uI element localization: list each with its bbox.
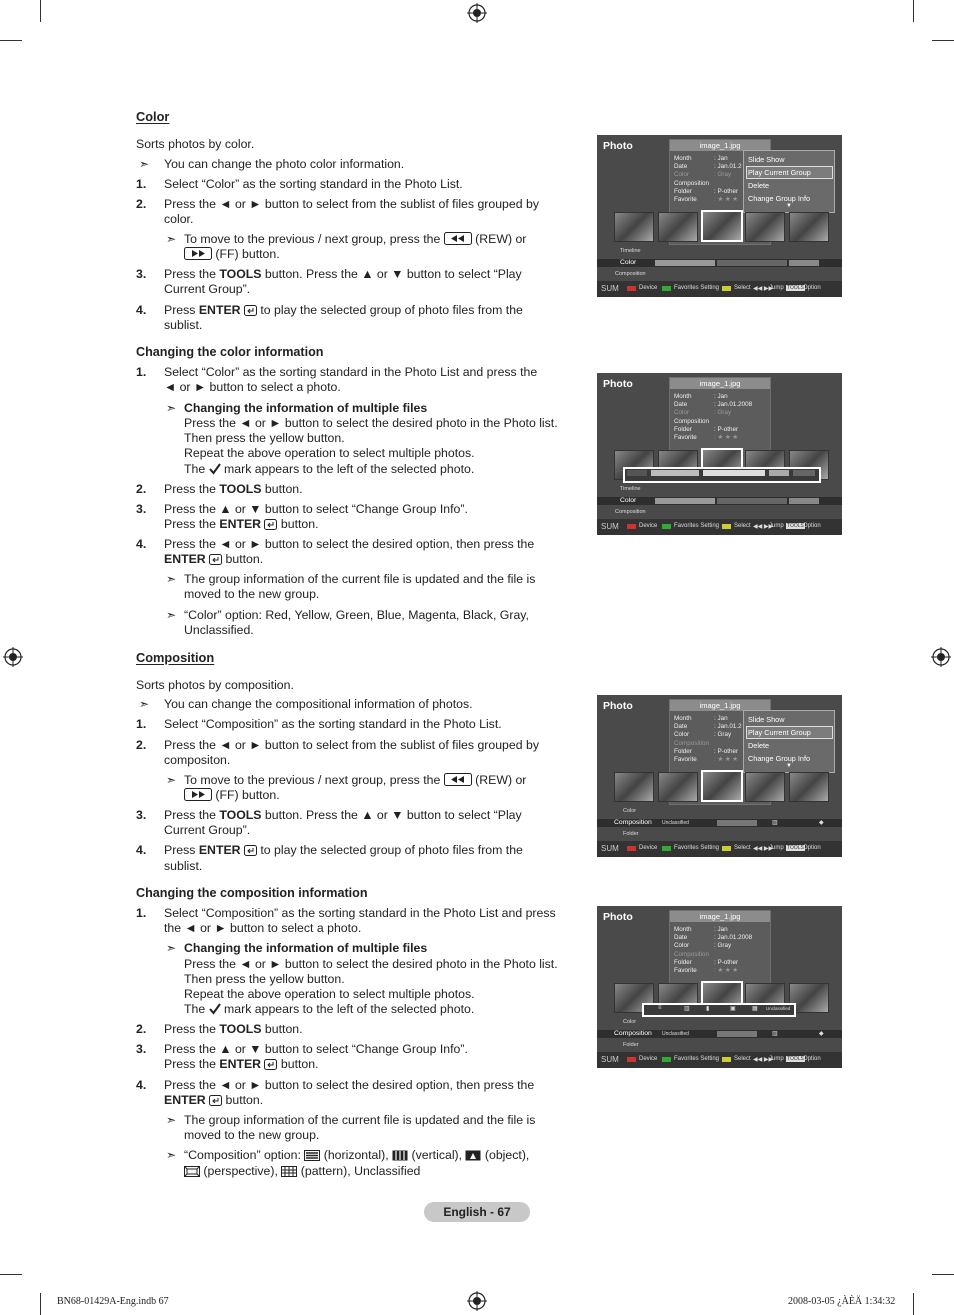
step-text: Press the TOOLS button. Press the ▲ or ▼ button to select “Play — [164, 808, 522, 822]
note-text: Repeat the above operation to select multiple photos. — [184, 446, 475, 460]
menu-item-play-current-group[interactable]: Play Current Group — [748, 168, 811, 177]
menu-more-icon: ▼ — [786, 203, 792, 209]
menu-item-play-current-group[interactable]: Play Current Group — [748, 728, 811, 737]
step-text: Press the ▲ or ▼ button to select “Change Group Info”. — [164, 502, 468, 516]
photo-thumbnail[interactable] — [789, 772, 829, 802]
step-text: ENTER button. — [164, 552, 264, 566]
menu-more-icon: ▼ — [786, 763, 792, 769]
subsection-title: Changing the color information — [136, 345, 324, 359]
category-bar: Unclassified ▥ ◆ — [597, 819, 842, 827]
menu-item-slide-show[interactable]: Slide Show — [748, 155, 785, 164]
note-text: You can change the compositional information of photos. — [164, 697, 473, 711]
screen-footer: SUM Device Favorites Setting Select ◀◀ ▶▶ Jump TOOLS Option — [597, 519, 842, 535]
registration-mark-icon — [3, 647, 23, 667]
thumbnail-strip — [611, 212, 831, 244]
ff-button-icon — [184, 247, 212, 260]
photo-thumbnail[interactable] — [701, 210, 743, 242]
menu-item-slide-show[interactable]: Slide Show — [748, 715, 785, 724]
note-text: moved to the new group. — [184, 587, 320, 601]
note-arrow-icon: ➣ — [166, 608, 177, 622]
step-text: sublist. — [164, 318, 203, 332]
step-text: Press the ◄ or ► button to select from the sublist of files grouped by — [164, 738, 539, 752]
step-text: sublist. — [164, 859, 203, 873]
step-number: 4. — [136, 303, 147, 317]
step-text: Select “Composition” as the sorting standard in the Photo List. — [164, 717, 502, 731]
step-text: Select “Color” as the sorting standard in the Photo List and press the — [164, 365, 538, 379]
color-option-strip — [623, 467, 821, 483]
current-sort: Color — [620, 259, 637, 266]
step-text: Press the ENTER button. — [164, 1057, 319, 1071]
page-number-badge: English - 67 — [424, 1202, 530, 1222]
note-arrow-icon: ➣ — [139, 697, 150, 711]
step-text: Select “Composition” as the sorting standard in the Photo List and press — [164, 906, 556, 920]
note-arrow-icon: ➣ — [166, 232, 177, 246]
enter-icon — [264, 1059, 277, 1070]
enter-icon — [209, 1095, 222, 1106]
file-name: image_1.jpg — [670, 140, 770, 151]
step-number: 3. — [136, 267, 147, 281]
step-text: the ◄ or ► button to select a photo. — [164, 921, 362, 935]
tools-menu — [743, 710, 835, 773]
check-mark-icon — [209, 463, 221, 475]
rew-button-icon — [444, 773, 472, 786]
note-text: To move to the previous / next group, press the (REW) or — [184, 232, 527, 246]
step-text: color. — [164, 212, 194, 226]
note-arrow-icon: ➣ — [139, 157, 150, 171]
menu-item-change-group-info[interactable]: Change Group Info — [748, 194, 811, 203]
note-text: “Color” option: Red, Yellow, Green, Blue, Magenta, Black, Gray, — [184, 608, 529, 622]
note-text: (perspective), (pattern), Unclassified — [184, 1164, 420, 1179]
horizontal-composition-icon — [304, 1150, 320, 1161]
note-text: The mark appears to the left of the selected photo. — [184, 1002, 475, 1016]
crop-mark — [40, 1293, 41, 1315]
step-number: 1. — [136, 177, 147, 191]
step-text: Select “Color” as the sorting standard in the Photo List. — [164, 177, 463, 191]
step-text: Press the TOOLS button. — [164, 1022, 303, 1036]
object-composition-icon — [465, 1150, 481, 1161]
intro-text: Sorts photos by color. — [136, 137, 255, 151]
multi-title: Changing the information of multiple files — [184, 401, 428, 415]
info-panel: image_1.jpg Month : Jan Date : Jan.01.2 Color : Gray Composition Folder : P-other Favorite : ★ ★ ★ — [669, 699, 771, 805]
ff-button-icon — [184, 788, 212, 801]
crop-mark — [913, 0, 914, 22]
note-arrow-icon: ➣ — [166, 941, 177, 955]
note-text: You can change the photo color information. — [164, 157, 405, 171]
note-text: (FF) button. — [184, 247, 280, 262]
vertical-composition-icon — [392, 1150, 408, 1161]
photo-thumbnail[interactable] — [789, 212, 829, 242]
note-text: Press the ◄ or ► button to select the desired photo in the Photo list. — [184, 957, 558, 971]
info-panel: image_1.jpg Month : Jan Date : Jan.01.2 Color : Gray Composition Folder : P-other Favorite : ★ ★ ★ — [669, 139, 771, 245]
screen-footer: SUM Device Favorites Setting Select ◀◀ ▶▶ Jump TOOLS Option — [597, 281, 842, 297]
photo-thumbnail[interactable] — [745, 772, 785, 802]
note-text: moved to the new group. — [184, 1128, 320, 1142]
note-arrow-icon: ➣ — [166, 1113, 177, 1127]
photo-thumbnail[interactable] — [614, 212, 654, 242]
photo-screen-composition-select: Photo image_1.jpg Month : Jan Date : Jan.01.2008 Color : Gray Composition Folder : P-other Favorite : ★ ★ ★ ≡ ▥ ▮ ▣ ▦ Unclassified Color Unclassified ▥ ◆ Composition Folder SUM Device Favorites Setting Select ◀◀ ▶▶ Jump TOOLS Option — [597, 906, 842, 1068]
crop-mark — [932, 40, 954, 41]
note-text: The group information of the current file is updated and the file is — [184, 1113, 536, 1127]
step-text: Current Group”. — [164, 282, 251, 296]
screen-footer: SUM Device Favorites Setting Select ◀◀ ▶▶ Jump TOOLS Option — [597, 841, 842, 857]
registration-mark-icon — [931, 647, 951, 667]
photo-thumbnail[interactable] — [614, 772, 654, 802]
menu-item-delete[interactable]: Delete — [748, 181, 770, 190]
screen-title: Photo — [603, 140, 633, 152]
category-bar: Unclassified ▥ ◆ — [597, 1030, 842, 1038]
note-text: To move to the previous / next group, press the (REW) or — [184, 773, 527, 787]
photo-thumbnail[interactable] — [701, 770, 743, 802]
photo-screen-color-select: Photo image_1.jpg Month : Jan Date : Jan.01.2008 Color : Gray Composition Folder : P-other Favorite : ★ ★ ★ Timeline Color Composition SUM Device Favorites Setting Select ◀◀ ▶▶ Jump TOOLS Option — [597, 373, 842, 535]
tools-menu — [743, 150, 835, 213]
step-text: Press ENTER to play the selected group of photo files from the — [164, 303, 523, 317]
step-text: Press the TOOLS button. — [164, 482, 303, 496]
crop-mark — [40, 0, 41, 22]
note-text: “Composition” option: (horizontal), (vertical), (object), — [184, 1148, 530, 1162]
thumbnail-strip — [611, 772, 831, 804]
check-mark-icon — [209, 1003, 221, 1015]
note-text: Then press the yellow button. — [184, 972, 345, 986]
info-panel: image_1.jpg Month : Jan Date : Jan.01.2008 Color : Gray Composition Folder : P-other Favorite : ★ ★ ★ — [669, 377, 771, 483]
note-arrow-icon: ➣ — [166, 401, 177, 415]
step-text: compositon. — [164, 753, 231, 767]
crop-mark — [913, 1293, 914, 1315]
intro-text: Sorts photos by composition. — [136, 678, 294, 692]
note-arrow-icon: ➣ — [166, 572, 177, 586]
section-title: Color — [136, 109, 170, 124]
info-panel: image_1.jpg Month : Jan Date : Jan.01.2008 Color : Gray Composition Folder : P-other Favorite : ★ ★ ★ — [669, 910, 771, 1016]
composition-option-strip: ≡ ▥ ▮ ▣ ▦ Unclassified — [642, 1003, 796, 1017]
menu-item-change-group-info[interactable]: Change Group Info — [748, 754, 811, 763]
step-text: Press the ◄ or ► button to select from the sublist of files grouped by — [164, 197, 539, 211]
step-text: Press the ▲ or ▼ button to select “Change Group Info”. — [164, 1042, 468, 1056]
note-text: The group information of the current file is updated and the file is — [184, 572, 536, 586]
photo-thumbnail[interactable] — [658, 772, 698, 802]
pattern-composition-icon — [281, 1166, 297, 1177]
photo-screen-composition-menu: Photo image_1.jpg Month : Jan Date : Jan.01.2 Color : Gray Composition Folder : P-other Favorite : ★ ★ ★ Slide Show Play Current Group Delete Change Group Info ▼ Color Unclassified ▥ ◆ Composition Folder SUM Device Favorites Setting Select ◀◀ ▶▶ Jump TOOLS Option — [597, 695, 842, 857]
note-text: Unclassified. — [184, 623, 254, 637]
note-arrow-icon: ➣ — [166, 1148, 177, 1162]
print-slug-date: 2008-03-05 ¿ÀÈÄ 1:34:32 — [788, 1296, 896, 1307]
menu-item-delete[interactable]: Delete — [748, 741, 770, 750]
enter-icon — [244, 845, 257, 856]
step-number: 2. — [136, 197, 147, 211]
step-text: Press the ENTER button. — [164, 517, 319, 531]
note-text: The mark appears to the left of the selected photo. — [184, 462, 475, 476]
rew-button-icon — [444, 232, 472, 245]
step-text: Press the ◄ or ► button to select the desired option, then press the — [164, 1078, 535, 1092]
registration-mark-icon — [467, 3, 487, 23]
enter-icon — [264, 519, 277, 530]
note-text: Then press the yellow button. — [184, 431, 345, 445]
multi-title: Changing the information of multiple files — [184, 941, 428, 955]
screen-footer: SUM Device Favorites Setting Select ◀◀ ▶▶ Jump TOOLS Option — [597, 1052, 842, 1068]
note-text: Repeat the above operation to select multiple photos. — [184, 987, 475, 1001]
perspective-composition-icon — [184, 1166, 200, 1177]
enter-icon — [244, 305, 257, 316]
photo-screen-color-menu: Photo image_1.jpg Month : Jan Date : Jan.01.2 Color : Gray Composition Folder : P-other Favorite : ★ ★ ★ Slide Show Play Current Group Delete Change Group Info ▼ Timeline Color Composition SUM Device Favorites Setting Select ◀◀ ▶▶ Jump TOOLS Option — [597, 135, 842, 297]
crop-mark — [932, 1274, 954, 1275]
subsection-title: Changing the composition information — [136, 886, 368, 900]
step-text: Current Group”. — [164, 823, 251, 837]
photo-thumbnail[interactable] — [658, 212, 698, 242]
step-text: ◄ or ► button to select a photo. — [164, 380, 341, 394]
step-text: Press the TOOLS button. Press the ▲ or ▼ button to select “Play — [164, 267, 522, 281]
note-arrow-icon: ➣ — [166, 773, 177, 787]
note-text: Press the ◄ or ► button to select the desired photo in the Photo list. — [184, 416, 558, 430]
step-text: Press ENTER to play the selected group of photo files from the — [164, 843, 523, 857]
note-text: (FF) button. — [184, 788, 280, 803]
enter-icon — [209, 554, 222, 565]
print-slug-file: BN68-01429A-Eng.indb 67 — [57, 1296, 169, 1307]
registration-mark-icon — [467, 1291, 487, 1311]
photo-thumbnail[interactable] — [745, 212, 785, 242]
crop-mark — [0, 40, 22, 41]
crop-mark — [0, 1274, 22, 1275]
step-text: ENTER button. — [164, 1093, 264, 1107]
step-text: Press the ◄ or ► button to select the desired option, then press the — [164, 537, 535, 551]
section-title: Composition — [136, 650, 215, 665]
